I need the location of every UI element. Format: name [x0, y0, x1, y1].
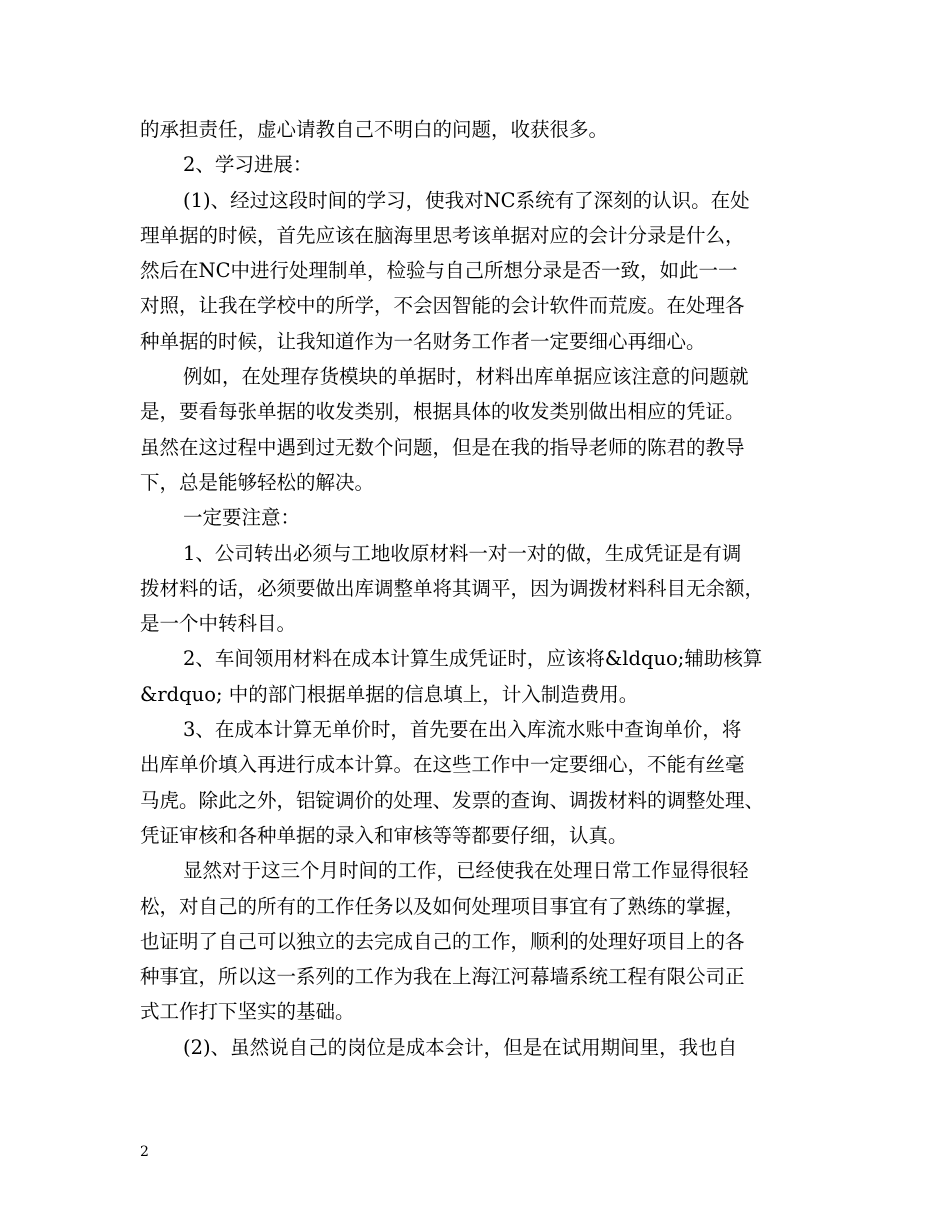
text-line: 是，要看每张单据的收发类别，根据具体的收发类别做出相应的凭证。 [140, 400, 745, 424]
text-line: 种事宜，所以这一系列的工作为我在上海江河幕墙系统工程有限公司正 [140, 965, 745, 989]
text-line: 对照，让我在学校中的所学，不会因智能的会计软件而荒废。在处理各 [140, 294, 745, 318]
text-line: 松，对自己的所有的工作任务以及如何处理项目事宜有了熟练的掌握， [140, 894, 745, 918]
text-line: 式工作打下坚实的基础。 [140, 1000, 355, 1024]
text-line: &rdquo; 中的部门根据单据的信息填上，计入制造费用。 [140, 682, 639, 706]
text-line: (1)、经过这段时间的学习，使我对NC系统有了深刻的认识。在处 [183, 188, 750, 212]
text-line: 是一个中转科目。 [140, 612, 297, 636]
text-line: 3、在成本计算无单价时，首先要在出入库流水账中查询单价，将 [183, 718, 742, 742]
text-line: 种单据的时候，让我知道作为一名财务工作者一定要细心再细心。 [140, 329, 706, 353]
text-line: 理单据的时候，首先应该在脑海里思考该单据对应的会计分录是什么， [140, 223, 745, 247]
body-text [140, 112, 820, 1065]
text-line: 也证明了自己可以独立的去完成自己的工作，顺利的处理好项目上的各 [140, 929, 745, 953]
text-line: 马虎。除此之外，铝锭调价的处理、发票的查询、调拨材料的调整处理、 [140, 788, 765, 812]
text-line: 出库单价填入再进行成本计算。在这些工作中一定要细心，不能有丝毫 [140, 753, 745, 777]
text-line: 显然对于这三个月时间的工作，已经使我在处理日常工作显得很轻 [183, 859, 749, 883]
text-line: 然后在NC中进行处理制单，检验与自己所想分录是否一致，如此一一 [140, 259, 738, 283]
text-line: 虽然在这过程中遇到过无数个问题，但是在我的指导老师的陈君的教导 [140, 435, 745, 459]
page-number: 2 [140, 1144, 149, 1160]
section-heading: 一定要注意： [183, 506, 301, 530]
text-line: 的承担责任，虚心请教自己不明白的问题，收获很多。 [140, 118, 609, 141]
text-line: (2)、虽然说自己的岗位是成本会计，但是在试用期间里，我也自 [183, 1035, 738, 1059]
text-line: 凭证审核和各种单据的录入和审核等等都要仔细，认真。 [140, 823, 628, 847]
section-heading: 2、学习进展： [183, 153, 313, 177]
text-line: 2、车间领用材料在成本计算生成凭证时，应该将&ldquo;辅助核算 [183, 647, 763, 671]
text-line: 拨材料的话，必须要做出库调整单将其调平，因为调拨材料科目无余额， [140, 576, 765, 600]
text-line: 下，总是能够轻松的解决。 [140, 470, 375, 494]
text-line: 1、公司转出必须与工地收原材料一对一对的做，生成凭证是有调 [183, 541, 742, 565]
text-line: 例如，在处理存货模块的单据时，材料出库单据应该注意的问题就 [183, 365, 749, 389]
